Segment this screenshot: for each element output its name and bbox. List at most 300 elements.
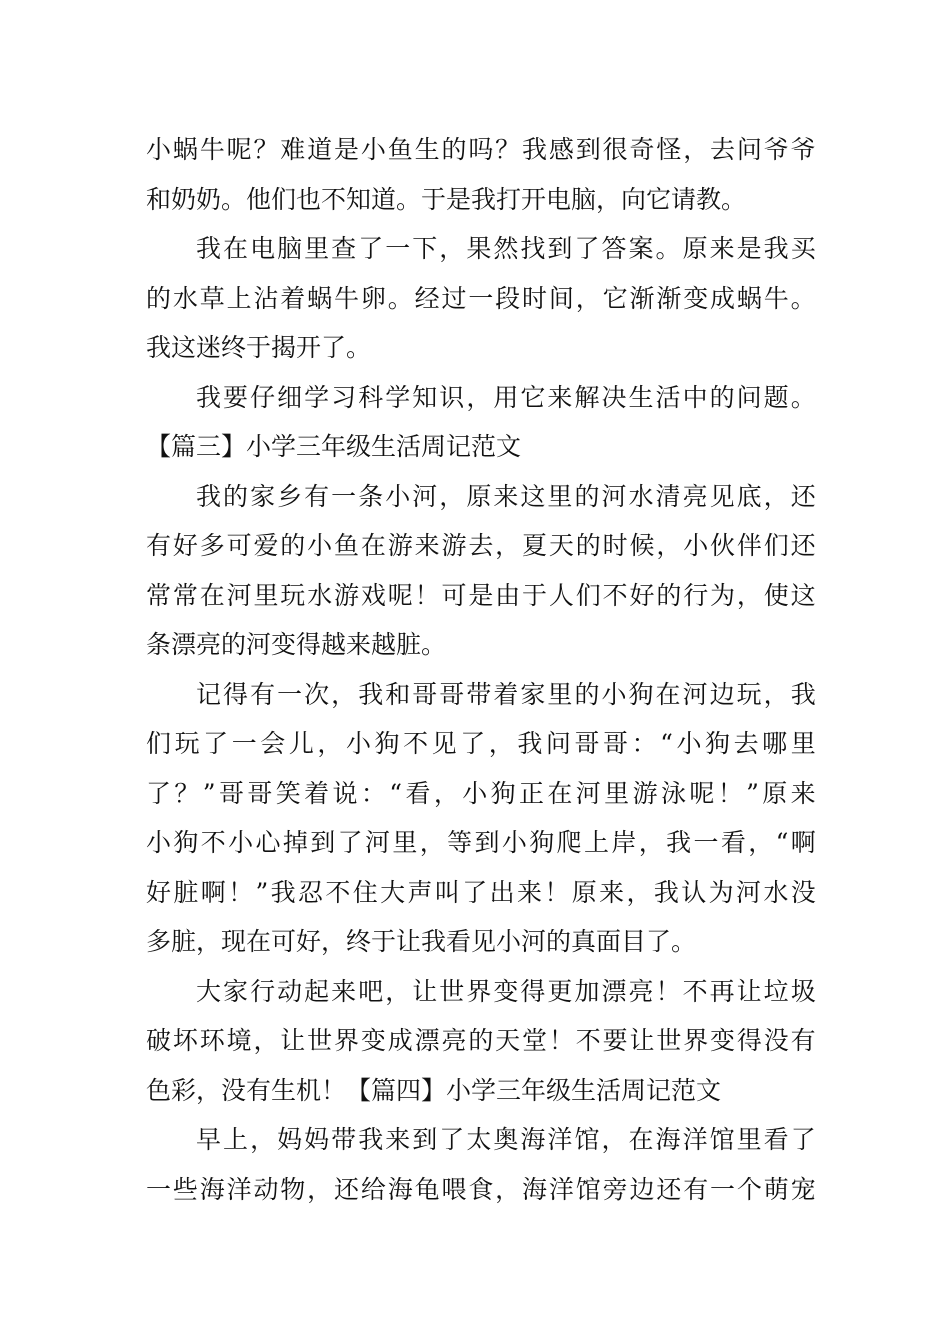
line-char: 哥 [412, 679, 438, 709]
line-char: 一 [277, 679, 303, 709]
line-char: 看 [763, 1125, 789, 1154]
line-char: 问 [545, 729, 571, 758]
line-char: 识 [439, 382, 465, 412]
line-char: 玩 [280, 580, 306, 610]
line-char: 要 [602, 1026, 628, 1055]
line-char: 的 [146, 283, 172, 313]
line-char: 蜗 [736, 283, 762, 313]
line-char: ， [683, 135, 709, 164]
line-char: 掉 [282, 828, 308, 857]
line-char: 和 [385, 679, 411, 709]
line-char: 狗 [705, 729, 731, 758]
line-char: 水 [763, 877, 789, 907]
line-char: 有 [304, 481, 330, 511]
line-char: 呢 [387, 580, 413, 610]
line-char: 了 [358, 234, 384, 263]
line-char: 太 [466, 1125, 492, 1154]
line-char: 们 [146, 729, 172, 758]
line-char: 啊 [790, 828, 816, 857]
line-char: 出 [489, 877, 515, 907]
text-line [146, 1016, 816, 1066]
line-char: 查 [331, 234, 357, 263]
text-line [146, 175, 816, 225]
line-char: 的 [574, 679, 600, 709]
line-char: 加 [574, 976, 600, 1006]
line-char: ， [439, 481, 465, 511]
line-char: 在 [628, 1125, 654, 1154]
line-char: 让 [280, 1026, 306, 1055]
line-char: 海 [199, 1174, 225, 1204]
line-char: 它 [602, 283, 628, 313]
line-text: 我这迷终于揭开了。 [146, 333, 372, 362]
line-char: ！ [548, 1026, 574, 1055]
text-line [146, 818, 816, 868]
line-char: 洋 [226, 1174, 252, 1204]
line-char: 好 [146, 877, 172, 907]
line-char: 常 [146, 580, 172, 610]
line-char: 过 [441, 283, 467, 313]
line-char: 了 [574, 234, 600, 263]
line-char: 沾 [253, 283, 279, 313]
line-char: 了 [146, 778, 172, 808]
line-char: 可 [441, 580, 467, 610]
line-char: 玩 [736, 679, 762, 709]
line-char: 见 [709, 481, 735, 511]
line-char: 带 [331, 1125, 357, 1154]
line-char: ！ [655, 976, 681, 1006]
line-char: 好 [629, 580, 655, 610]
line-char: 小 [146, 135, 172, 164]
line-char: 岸 [611, 828, 637, 857]
line-char: 亮 [441, 1026, 467, 1055]
line-char: 龟 [414, 1174, 440, 1204]
line-char: 脑 [277, 234, 303, 263]
line-char: 学 [385, 382, 411, 412]
line-char: 我 [763, 234, 789, 263]
line-char: 题 [763, 382, 789, 412]
line-char: 还 [656, 1174, 682, 1204]
line-char: 天 [495, 1026, 521, 1055]
line-char: ， [331, 679, 357, 709]
line-char: 里 [790, 729, 816, 758]
line-char: 爷 [790, 135, 816, 164]
line-char: 我 [517, 729, 543, 758]
line-char: 到 [547, 234, 573, 263]
line-char: 在 [223, 234, 249, 263]
line-char: ， [638, 828, 664, 857]
line-char: 小 [683, 531, 709, 560]
text-line [146, 323, 816, 373]
line-char: 住 [352, 877, 378, 907]
line-char: 水 [172, 283, 198, 313]
line-char: 爬 [556, 828, 582, 857]
line-char: 到 [310, 828, 336, 857]
line-char: 来 [709, 234, 735, 263]
line-char: 脏 [173, 877, 199, 907]
line-char: 我 [358, 1125, 384, 1154]
line-char: 可 [226, 531, 252, 560]
line-char: 了 [439, 1125, 465, 1154]
line-char: 我 [196, 234, 222, 263]
line-char: 常 [172, 580, 198, 610]
line-char: 小 [462, 778, 488, 808]
line-char: 蜗 [307, 283, 333, 313]
line-char: 萌 [763, 1174, 789, 1204]
line-char: 是 [736, 234, 762, 263]
line-char: 说 [332, 778, 358, 808]
line-char: 游 [387, 531, 413, 560]
line-char: 卵 [360, 283, 386, 313]
line-char: 果 [466, 234, 492, 263]
line-char: 行 [683, 580, 709, 610]
line-char: 世 [656, 1026, 682, 1055]
line-char: 小 [601, 679, 627, 709]
line-char: 的 [280, 531, 306, 560]
line-char: 原 [682, 234, 708, 263]
line-char: 忍 [298, 877, 324, 907]
line-char: 生 [628, 382, 654, 412]
line-char: 游 [632, 778, 658, 808]
line-char: 喂 [441, 1174, 467, 1204]
line-char: 看 [720, 828, 746, 857]
line-char: 洋 [547, 1125, 573, 1154]
line-char: 亮 [628, 976, 654, 1006]
line-char: ， [601, 1125, 627, 1154]
line-char: 道 [307, 135, 333, 164]
line-char: 来 [547, 382, 573, 412]
line-char: 我 [790, 679, 816, 709]
text-line [146, 373, 816, 423]
line-char: 还 [334, 1174, 360, 1204]
line-char: 馆 [575, 1174, 601, 1204]
line-char: 用 [493, 382, 519, 412]
line-char: 亮 [682, 481, 708, 511]
line-char: ！ [414, 580, 440, 610]
line-char: 候 [629, 531, 655, 560]
line-char: 坏 [172, 1026, 198, 1055]
line-char: ， [575, 283, 601, 313]
line-char: 了 [790, 1125, 816, 1154]
line-char: 。 [655, 234, 681, 263]
line-char: 感 [548, 135, 574, 164]
line-char: 伙 [710, 531, 736, 560]
line-char: 仔 [250, 382, 276, 412]
line-char: 夏 [522, 531, 548, 560]
line-char: 习 [331, 382, 357, 412]
line-char: 界 [683, 1026, 709, 1055]
line-char: 泳 [660, 778, 686, 808]
line-char: 们 [575, 580, 601, 610]
line-char: 河 [365, 828, 391, 857]
text-line [146, 224, 816, 274]
line-char: 记 [196, 679, 222, 709]
line-char: 。 [387, 283, 413, 313]
line-char: 去 [710, 135, 736, 164]
line-char: 它 [520, 382, 546, 412]
line-char: 要 [223, 382, 249, 412]
line-char: “ [660, 729, 673, 758]
line-char: ？ [174, 778, 200, 808]
line-char: 河 [412, 481, 438, 511]
line-char: 呢 [226, 135, 252, 164]
line-char: 变 [710, 1026, 736, 1055]
line-char: 哥 [218, 778, 244, 808]
line-char: 蜗 [172, 135, 198, 164]
line-char: 这 [790, 580, 816, 610]
line-char: 解 [574, 382, 600, 412]
line-char: 一 [693, 828, 719, 857]
line-char: 知 [412, 382, 438, 412]
line-char: 时 [522, 283, 548, 313]
line-char: 让 [736, 976, 762, 1006]
document-body-text [146, 125, 816, 1214]
line-char: 让 [412, 976, 438, 1006]
line-char: 次 [304, 679, 330, 709]
line-char: 儿 [288, 729, 314, 758]
line-char: 来 [790, 778, 816, 808]
line-char: 认 [681, 877, 707, 907]
line-char: 天 [548, 531, 574, 560]
line-char: 让 [629, 1026, 655, 1055]
line-char: 难 [280, 135, 306, 164]
line-text: 条漂亮的河变得越来越脏。 [146, 630, 447, 659]
line-char: 来 [331, 976, 357, 1006]
line-char: 狗 [490, 778, 516, 808]
line-char: 妈 [304, 1125, 330, 1154]
line-char: 一 [331, 481, 357, 511]
line-char: 我 [358, 679, 384, 709]
line-char: 生 [414, 135, 440, 164]
line-char: 的 [709, 382, 735, 412]
line-char: 很 [602, 135, 628, 164]
line-char: 电 [250, 234, 276, 263]
line-char: 水 [307, 580, 333, 610]
line-char: 不 [325, 877, 351, 907]
line-char: 人 [548, 580, 574, 610]
line-char: 我 [522, 135, 548, 164]
line-char: 我 [270, 877, 296, 907]
line-char: ， [433, 778, 459, 808]
line-char: 不 [602, 580, 628, 610]
line-char: 圾 [790, 976, 816, 1006]
line-char: 早 [196, 1125, 222, 1154]
line-char: 底 [736, 481, 762, 511]
line-char: 哥 [574, 729, 600, 758]
line-char: 变 [683, 283, 709, 313]
line-char: 在 [199, 580, 225, 610]
line-char: ， [626, 877, 652, 907]
line-char: 没 [763, 1026, 789, 1055]
line-char: 牛 [763, 283, 789, 313]
line-char: ， [748, 828, 774, 857]
line-char: ， [419, 828, 445, 857]
line-char: 细 [277, 382, 303, 412]
line-char: 心 [255, 828, 281, 857]
line-char: ？ [253, 135, 279, 164]
line-char: 小 [360, 135, 386, 164]
line-char: 来 [493, 481, 519, 511]
line-char: 下 [412, 234, 438, 263]
line-char: 这 [520, 481, 546, 511]
line-char: 不 [200, 828, 226, 857]
line-char: 的 [575, 531, 601, 560]
line-char: 的 [468, 1026, 494, 1055]
line-char: 伴 [736, 531, 762, 560]
line-char: 的 [223, 481, 249, 511]
text-line [146, 1115, 816, 1165]
line-char: 乡 [277, 481, 303, 511]
line-char: 带 [466, 679, 492, 709]
line-char: 问 [736, 382, 762, 412]
line-char: 河 [575, 778, 601, 808]
line-char: 河 [226, 580, 252, 610]
line-char: 狗 [173, 828, 199, 857]
text-line [146, 868, 816, 918]
line-char: 活 [655, 382, 681, 412]
line-char: 游 [334, 580, 360, 610]
line-char: 垃 [763, 976, 789, 1006]
line-char: 河 [601, 481, 627, 511]
line-char: 原 [571, 877, 597, 907]
line-char: 牛 [199, 135, 225, 164]
line-char: 着 [493, 679, 519, 709]
line-char: 动 [253, 1174, 279, 1204]
line-char: 见 [431, 729, 457, 758]
section-heading-line [146, 422, 816, 472]
line-char: 小 [501, 828, 527, 857]
line-char: 没 [790, 877, 816, 907]
line-char: 小 [228, 828, 254, 857]
line-char: 小 [676, 729, 702, 758]
text-line [146, 670, 816, 720]
line-char: 再 [709, 976, 735, 1006]
line-char: 上 [226, 283, 252, 313]
text-line [146, 274, 816, 324]
line-char: 于 [522, 580, 548, 610]
line-char: 得 [223, 679, 249, 709]
line-char: 有 [790, 1026, 816, 1055]
line-char: 声 [407, 877, 433, 907]
line-char: ， [488, 729, 514, 758]
line-char: 牛 [334, 283, 360, 313]
line-char: 破 [146, 1026, 172, 1055]
line-char: 里 [736, 1125, 762, 1154]
line-char: 宠 [790, 1174, 816, 1204]
line-char: 在 [655, 679, 681, 709]
line-char: 。 [790, 382, 816, 412]
line-char: 的 [441, 135, 467, 164]
line-char: 好 [172, 531, 198, 560]
line-char: 我 [653, 877, 679, 907]
line-char: 学 [304, 382, 330, 412]
line-char: 中 [682, 382, 708, 412]
line-char: 们 [763, 531, 789, 560]
line-char: 哥 [603, 729, 629, 758]
line-char: 不 [403, 729, 429, 758]
line-char: 是 [334, 135, 360, 164]
line-char: 呢 [689, 778, 715, 808]
line-char: ， [385, 976, 411, 1006]
line-char: 世 [439, 976, 465, 1006]
line-char: 游 [441, 531, 467, 560]
line-char: 了 [460, 729, 486, 758]
line-char: 来 [414, 531, 440, 560]
line-char: ！ [717, 778, 743, 808]
line-char: 鱼 [334, 531, 360, 560]
line-char: 有 [683, 1174, 709, 1204]
line-char: ， [317, 729, 343, 758]
line-char: 。 [790, 283, 816, 313]
line-char: 小 [385, 481, 411, 511]
line-char: 漂 [414, 1026, 440, 1055]
line-char: ， [466, 382, 492, 412]
line-char: 旁 [602, 1174, 628, 1204]
line-char: ， [495, 1174, 521, 1204]
line-text: 和奶奶。他们也不知道。于是我打开电脑，向它请教。 [146, 184, 747, 214]
line-char: 不 [682, 976, 708, 1006]
line-char: 戏 [360, 580, 386, 610]
line-char: 里 [392, 828, 418, 857]
line-char: 案 [628, 234, 654, 263]
line-char: 洋 [682, 1125, 708, 1154]
line-char: ！ [544, 877, 570, 907]
line-char: 还 [790, 531, 816, 560]
line-char: 馆 [574, 1125, 600, 1154]
line-char: 到 [412, 1125, 438, 1154]
line-char: 妈 [277, 1125, 303, 1154]
line-char: 一 [231, 729, 257, 758]
line-char: 小 [146, 828, 172, 857]
line-char: 来 [385, 1125, 411, 1154]
line-char: 时 [602, 531, 628, 560]
line-char: 家 [250, 481, 276, 511]
text-line [146, 917, 816, 967]
line-char: 更 [547, 976, 573, 1006]
line-text: 【篇三】小学三年级生活周记范文 [146, 432, 522, 461]
line-char: 河 [682, 679, 708, 709]
line-char: 了 [203, 729, 229, 758]
line-char: 成 [710, 283, 736, 313]
line-char: 的 [656, 580, 682, 610]
text-line [146, 472, 816, 522]
line-char: 看 [405, 778, 431, 808]
line-char: 得 [736, 1026, 762, 1055]
line-char: 海 [387, 1174, 413, 1204]
text-line [146, 1165, 816, 1215]
line-char: 多 [199, 531, 225, 560]
line-text: 多脏，现在可好，终于让我看见小河的真面目了。 [146, 927, 697, 956]
line-char: 里 [547, 679, 573, 709]
text-line [146, 125, 816, 175]
line-char: 草 [199, 283, 225, 313]
line-char: 小 [345, 729, 371, 758]
line-char: 上 [584, 828, 610, 857]
line-char: 问 [736, 135, 762, 164]
line-char: 为 [710, 580, 736, 610]
line-char: 爱 [253, 531, 279, 560]
line-char: 啊 [200, 877, 226, 907]
line-char: 不 [575, 1026, 601, 1055]
line-char: 馆 [709, 1125, 735, 1154]
line-char: 行 [250, 976, 276, 1006]
line-char: 在 [547, 778, 573, 808]
text-line [146, 521, 816, 571]
line-char: 小 [307, 531, 333, 560]
line-char: 大 [380, 877, 406, 907]
line-char: 鱼 [387, 135, 413, 164]
line-char: 里 [304, 234, 330, 263]
line-char: 玩 [174, 729, 200, 758]
